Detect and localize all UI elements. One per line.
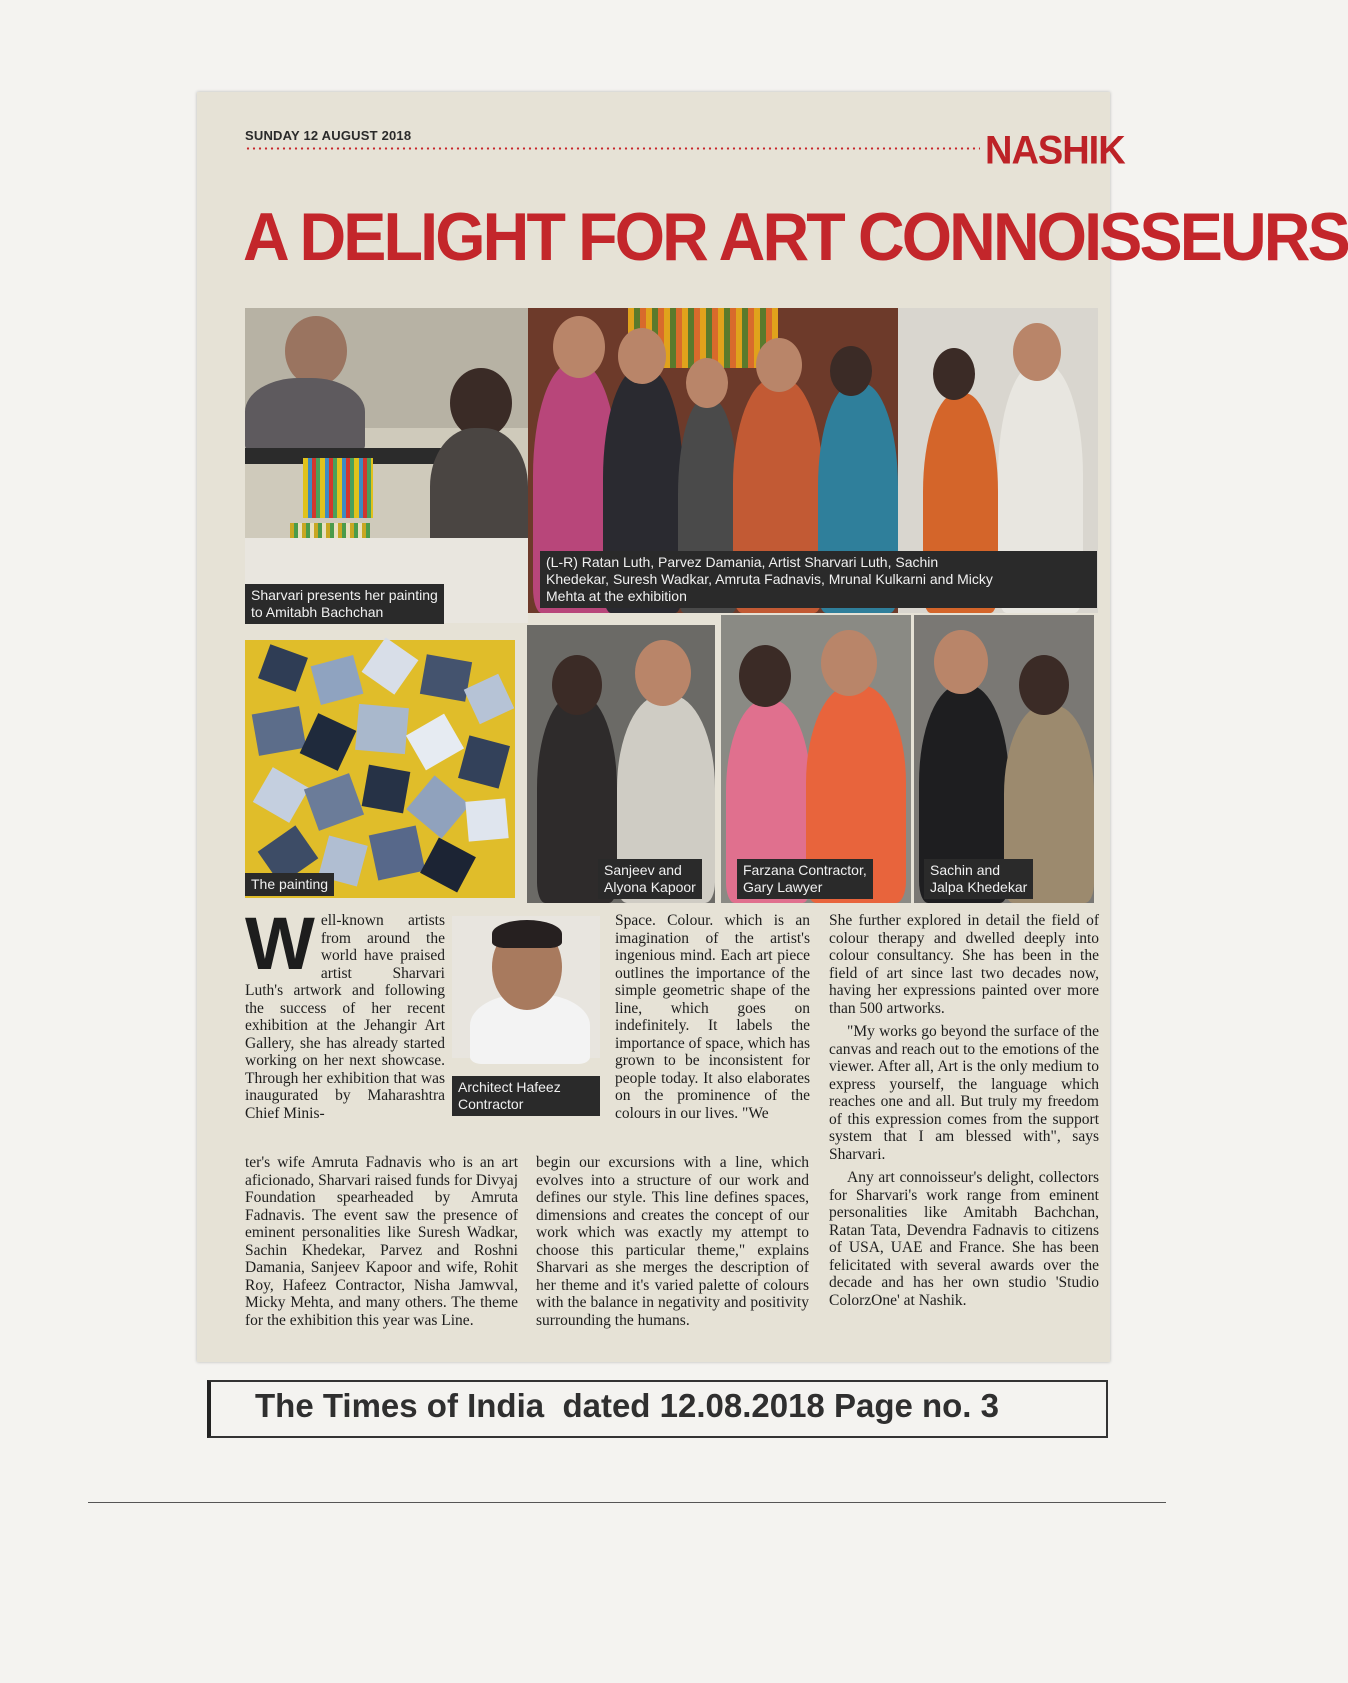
caption-sanjeev-alyona bbox=[598, 859, 702, 899]
caption-painting-presentation bbox=[245, 584, 444, 624]
article-paragraph: ell-known artists from around the world have praised artist Sharvari Luth's artwork and following the success of her recent exhibition at the Jehangir Art Gallery, she has already started working on her next showcase. Through her exhibition that was inaugurated by Maharashtra Chief Minis- bbox=[245, 912, 445, 1122]
citation-text: The Times of India dated 12.08.2018 Page no. 3 bbox=[255, 1387, 999, 1424]
section-name: NASHIK bbox=[985, 128, 1125, 174]
caption-farzana-gary bbox=[737, 859, 873, 899]
caption-line: Sharvari presents her painting bbox=[251, 587, 438, 603]
caption-line: Jalpa Khedekar bbox=[930, 879, 1028, 895]
dateline: SUNDAY 12 AUGUST 2018 bbox=[245, 128, 412, 143]
article-column-1-bottom bbox=[245, 1154, 518, 1329]
article-paragraph: Space. Colour. which is an imagination of the artist's ingenious mind. Each art piece outlines the importance of the simple geometric shape of the line, which goes on indefinitely. It labels the importance of space, which has grown to be inconsistent for people today. It also elaborates on the prominence of the colours in our lives. "We bbox=[615, 912, 810, 1122]
photo-painting-presentation bbox=[245, 308, 528, 623]
caption-line: Sachin and bbox=[930, 862, 1001, 878]
caption-line: The painting bbox=[251, 876, 329, 892]
dropcap: W bbox=[245, 902, 315, 985]
article-column-3 bbox=[829, 912, 1099, 1315]
dotted-rule bbox=[245, 147, 980, 150]
article-column-2-top bbox=[615, 912, 810, 1122]
caption-line: Khedekar, Suresh Wadkar, Amruta Fadnavis, Mrunal Kulkarni and Micky bbox=[546, 571, 993, 587]
headline: A DELIGHT FOR ART CONNOISSEURS bbox=[243, 199, 1348, 275]
caption-line: to Amitabh Bachchan bbox=[251, 604, 384, 620]
caption-line: Gary Lawyer bbox=[743, 879, 823, 895]
article-column-1-top bbox=[245, 902, 445, 1122]
caption-line: Sanjeev and bbox=[604, 862, 682, 878]
caption-line: Farzana Contractor, bbox=[743, 862, 867, 878]
photo-architect-hafeez bbox=[452, 916, 600, 1058]
caption-sachin-jalpa bbox=[924, 859, 1033, 899]
caption-line: Alyona Kapoor bbox=[604, 879, 696, 895]
article-paragraph: Any art connoisseur's delight, collectors for Sharvari's work range from eminent personalities like Amitabh Bachchan, Ratan Tata, Devendra Fadnavis to citizens of USA, UAE and France. She has been felicitated with several awards over the decade and has her own studio 'Studio ColorzOne' at Nashik. bbox=[829, 1169, 1099, 1309]
article-paragraph: "My works go beyond the surface of the canvas and reach out to the emotions of the viewer. After all, Art is the only medium to express yourself, the language which reaches one and all. But truly my freedom of this expression comes from the support system that I am blessed with", says Sharvari. bbox=[829, 1023, 1099, 1163]
caption-group-photo bbox=[540, 551, 1097, 608]
photo-the-painting bbox=[245, 640, 515, 898]
article-column-2-bottom bbox=[536, 1154, 809, 1329]
horizontal-rule bbox=[88, 1502, 1166, 1503]
caption-the-painting bbox=[245, 873, 334, 896]
caption-line: Architect Hafeez bbox=[458, 1079, 561, 1095]
caption-line: Mehta at the exhibition bbox=[546, 588, 687, 604]
article-paragraph: ter's wife Amruta Fadnavis who is an art aficionado, Sharvari raised funds for Divyaj Foundation spearheaded by Amruta Fadnavis. The event saw the presence of eminent personalities like Suresh Wadkar, Sachin Khedekar, Parvez and Roshni Damania, Sanjeev Kapoor and wife, Rohit Roy, Hafeez Contractor, Nisha Jamwval, Micky Mehta, and many others. The theme for the exhibition this year was Line. bbox=[245, 1154, 518, 1329]
article-paragraph: She further explored in detail the field of colour therapy and dwelled deeply into colour consultancy. She has been in the field of art since last two decades now, having her expressions painted over more than 500 artworks. bbox=[829, 912, 1099, 1017]
caption-architect bbox=[452, 1076, 600, 1116]
article-paragraph: begin our excursions with a line, which evolves into a structure of our work and defines our style. This line defines spaces, dimensions and creates the concept of our work which was exactly my attempt to choose this particular theme," explains Sharvari as she merges the description of her theme and it's varied palette of colours with the balance in negativity and positivity surrounding the humans. bbox=[536, 1154, 809, 1329]
caption-line: (L-R) Ratan Luth, Parvez Damania, Artist Sharvari Luth, Sachin bbox=[546, 554, 939, 570]
caption-line: Contractor bbox=[458, 1096, 524, 1112]
